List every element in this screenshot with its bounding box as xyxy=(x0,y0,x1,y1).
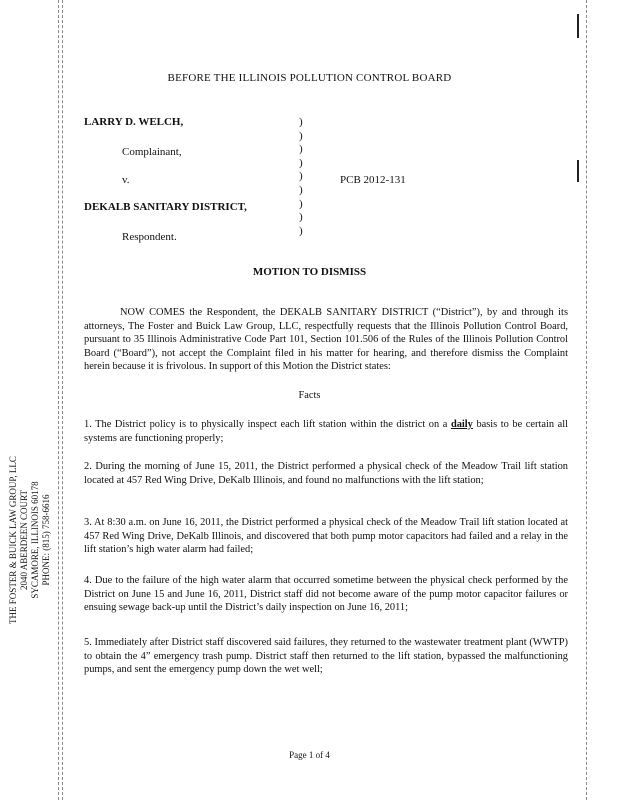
right-margin-tick xyxy=(577,160,579,182)
firm-address: 2040 ABERDEEN COURT xyxy=(19,490,29,590)
firm-phone: PHONE: (815) 758-6616 xyxy=(41,494,51,586)
motion-title: MOTION TO DISMISS xyxy=(252,266,367,278)
fact-emphasis: daily xyxy=(450,419,473,430)
firm-name: THE FOSTER & BUICK LAW GROUP, LLC xyxy=(8,456,18,624)
fact-paragraph-4: 4. Due to the failure of the high water alarm that occurred sometime between the physical check performed by the District on June 15 and June 16, 2011, District staff did not become aware of the pump motor capacitor failures or ensuing sewage back-up until the District’s daily inspection on June 16, 2011; xyxy=(84,575,568,614)
fact-paragraph-2: 2. During the morning of June 15, 2011, the District performed a physical check of the Meadow Trail lift station located at 457 Red Wing Drive, DeKalb Illinois, and found no malfunctions with the lift station; xyxy=(84,461,568,486)
case-number: PCB 2012-131 xyxy=(340,174,406,186)
fact-paragraph-5: 5. Immediately after District staff discovered said failures, they returned to the wastewater treatment plant (WWTP) to obtain the 4” emergency trash pump. District staff then returned to the lift station, bypassed the malfunctioning pumps, and sent the emergency pump down the wet well; xyxy=(84,637,568,676)
firm-city: SYCAMORE, ILLINOIS 60178 xyxy=(30,481,40,599)
respondent-role: Respondent. xyxy=(122,231,177,243)
fact-text: 1. The District policy is to physically inspect each lift station within the district on a xyxy=(84,419,451,430)
board-header: BEFORE THE ILLINOIS POLLUTION CONTROL BOARD xyxy=(167,72,452,84)
fact-paragraph-1 xyxy=(84,418,568,445)
facts-heading: Facts xyxy=(298,390,321,401)
complainant-role: Complainant, xyxy=(122,146,182,158)
page-number: Page 1 of 4 xyxy=(289,750,330,760)
versus-label: v. xyxy=(122,174,130,186)
respondent-name: DEKALB SANITARY DISTRICT, xyxy=(84,201,247,213)
right-margin-tick xyxy=(577,14,579,38)
caption-parentheses: ) ) ) ) ) ) ) ) ) xyxy=(299,116,303,237)
complainant-name: LARRY D. WELCH, xyxy=(84,116,184,128)
fact-text: basis to be certain all systems are functioning properly; xyxy=(84,419,568,444)
intro-paragraph: NOW COMES the Respondent, the DEKALB SANITARY DISTRICT (“District”), by and through its attorneys, The Foster and Buick Law Group, LLC, respectfully requests that the Illinois Pollution Control Board, pursuant to 35 Illinois Administrative Code Part 101, Section 101.506 of the Rules of the Illinois Pollution Control Board (“Board”), not accept the Complaint filed in his matter for hearing, and therefore dismiss the Complaint herein because it is frivolous. In support of this Motion the District states: xyxy=(84,307,568,373)
fact-paragraph-3: 3. At 8:30 a.m. on June 16, 2011, the District performed a physical check of the Meadow Trail lift station located at 457 Red Wing Drive, DeKalb Illinois, and discovered that both pump motor capacitors had failed and a relay in the lift station’s high water alarm had failed; xyxy=(84,517,568,556)
